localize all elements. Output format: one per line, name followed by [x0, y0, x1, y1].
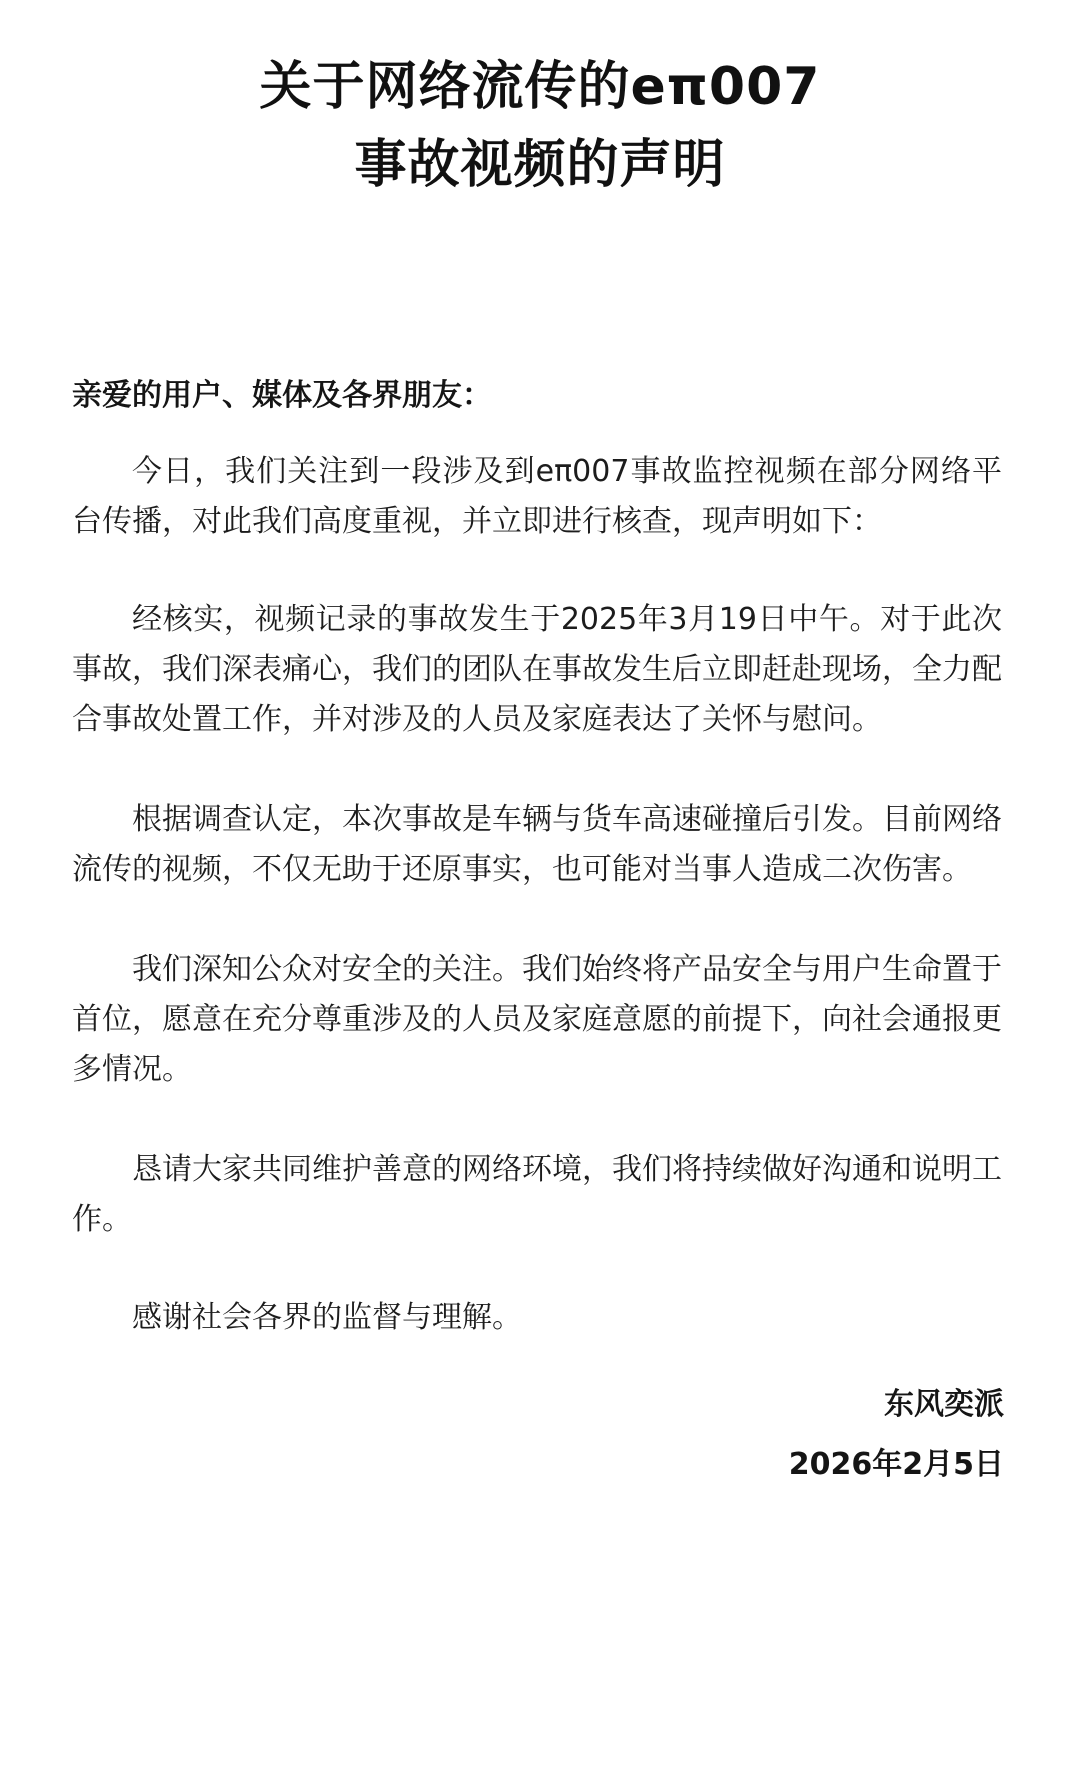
paragraph-1: 今日，我们关注到一段涉及到eπ007事故监控视频在部分网络平台传播，对此我们高度重视，并立即进行核查，现声明如下： [72, 454, 1002, 539]
paragraph-2: 经核实，视频记录的事故发生于2025年3月19日中午。对于此次事故，我们深表痛心，我们的团队在事故发生后立即赶赴现场，全力配合事故处置工作，并对涉及的人员及家庭表达了关怀与慰问。 [72, 602, 1002, 737]
statement-title [0, 48, 1080, 204]
signature-org: 东风奕派 [884, 1387, 1004, 1422]
salutation: 亲爱的用户、媒体及各界朋友： [72, 378, 492, 413]
signature-date: 2026年2月5日 [788, 1447, 1004, 1482]
paragraph-6: 感谢社会各界的监督与理解。 [132, 1300, 522, 1335]
title-line-2: 事故视频的声明 [354, 135, 726, 195]
signature-block [789, 1380, 1004, 1490]
paragraph-4: 我们深知公众对安全的关注。我们始终将产品安全与用户生命置于首位，愿意在充分尊重涉及的人员及家庭意愿的前提下，向社会通报更多情况。 [72, 952, 1002, 1087]
paragraph-5: 恳请大家共同维护善意的网络环境，我们将持续做好沟通和说明工作。 [72, 1152, 1002, 1237]
statement-body [72, 447, 1002, 1393]
title-line-1: 关于网络流传的eπ007 [259, 57, 821, 117]
paragraph-3: 根据调查认定，本次事故是车辆与货车高速碰撞后引发。目前网络流传的视频，不仅无助于还原事实，也可能对当事人造成二次伤害。 [72, 802, 1002, 887]
